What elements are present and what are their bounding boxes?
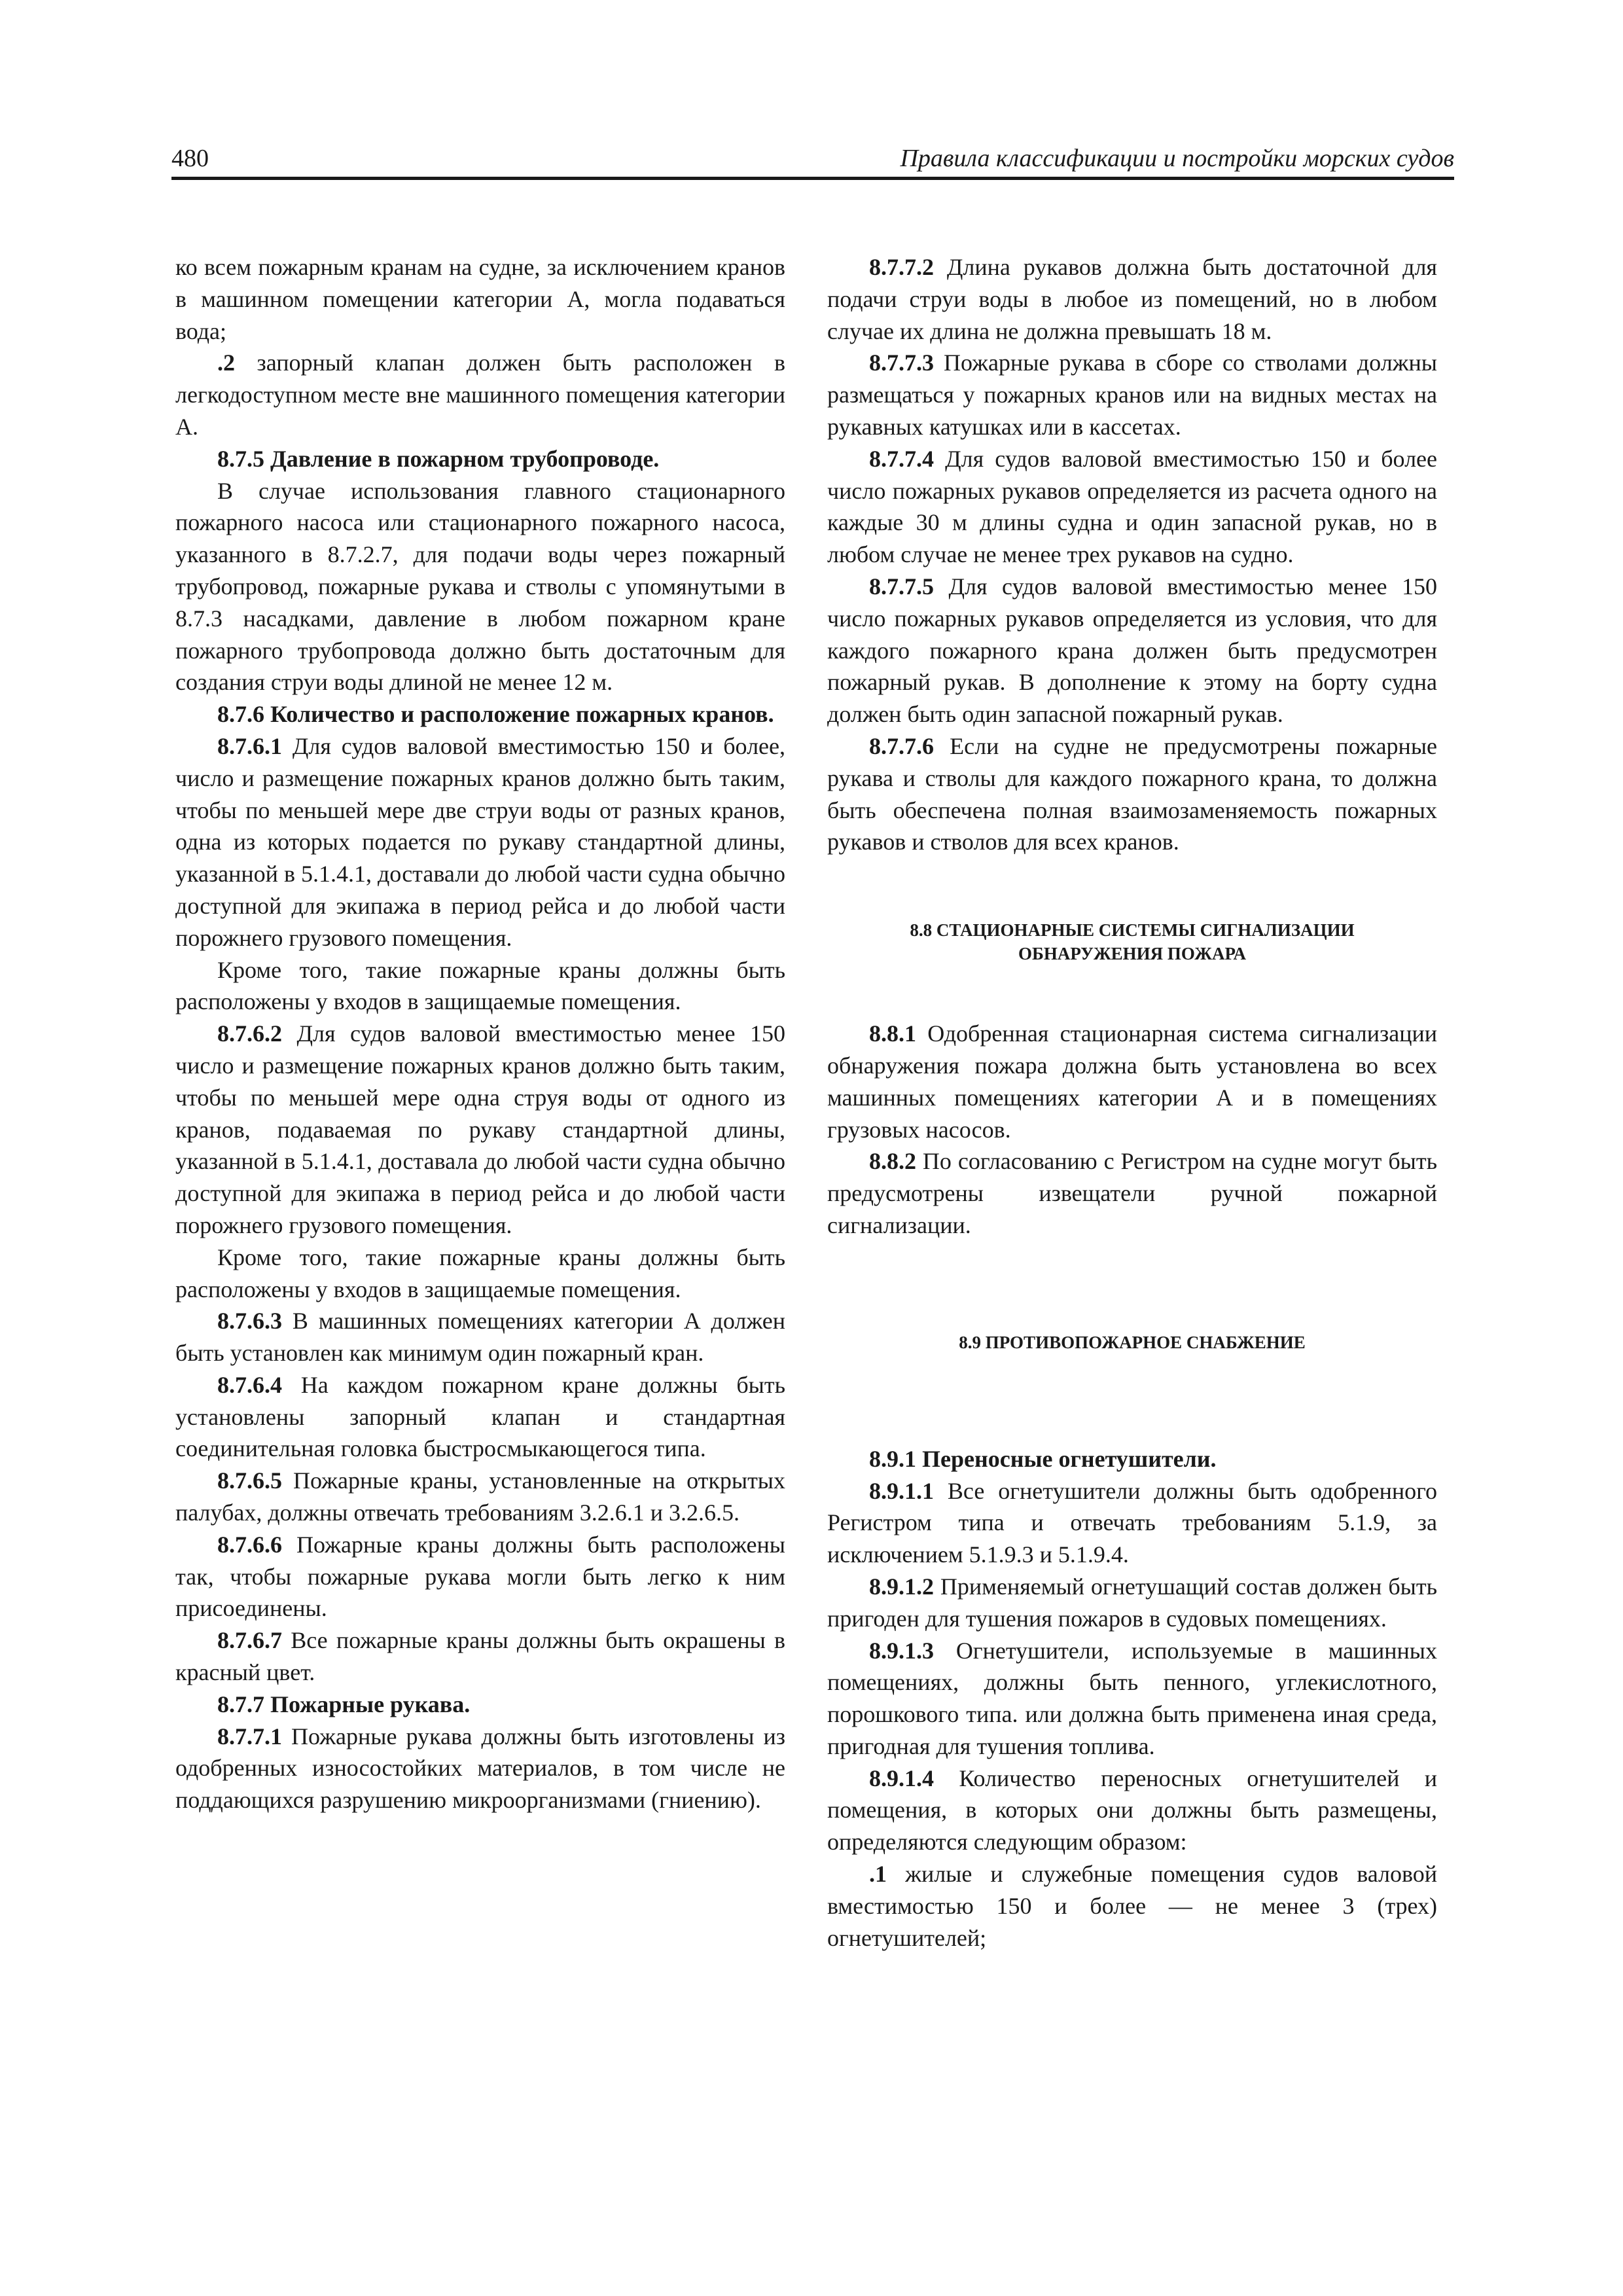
clause-8-7-6-7 (175, 1624, 785, 1689)
clause-8-8-1 (827, 1018, 1437, 1145)
list-item-1 (827, 1858, 1437, 1954)
clause-text: Все огнетушители должны быть одобренного Регистром типа и отвечать требованиям 5.1.9, за исключением 5.1.9.3 и 5.1.9.4. (827, 1477, 1437, 1568)
clause-number: 8.7.6.2 (217, 1020, 282, 1047)
clause-8-9-1-3 (827, 1635, 1437, 1763)
clause-8-7-6-3 (175, 1305, 785, 1369)
section-heading-8-7-5: 8.7.5 Давление в пожарном трубопроводе. (217, 445, 660, 472)
clause-8-8-2 (827, 1145, 1437, 1241)
clause-text: В машинных помещениях категории А должен быть установлен как минимум один пожарный кран. (175, 1308, 785, 1367)
clause-text: Одобренная стационарная система сигнализации обнаружения пожара должна быть установлена во всех машинных помещениях категории А и в помещениях грузовых насосов. (827, 1020, 1437, 1143)
clause-number: 8.9.1.3 (869, 1637, 934, 1664)
clause-text: Пожарные краны должны быть расположены так, чтобы пожарные рукава могли быть легко к ним присоединены. (175, 1531, 785, 1622)
clause-8-9-1-1 (827, 1475, 1437, 1571)
clause-number: 8.7.6.4 (217, 1371, 282, 1398)
clause-number: 8.7.6.7 (217, 1627, 282, 1654)
clause-8-7-7-1 (175, 1721, 785, 1816)
clause-number: 8.7.7.5 (869, 573, 934, 600)
clause-text: Пожарные краны, установленные на открытых палубах, должны отвечать требованиям 3.2.6.1 и 3.2.6.5. (175, 1467, 785, 1526)
clause-number: 8.7.6.1 (217, 732, 282, 759)
clause-8-7-6-4 (175, 1369, 785, 1465)
left-column (175, 251, 785, 1816)
clause-8-9-1-4 (827, 1763, 1437, 1858)
paragraph: Кроме того, такие пожарные краны должны быть расположены у входов в защищаемые помещения. (175, 1244, 785, 1302)
section-heading-8-7-7: 8.7.7 Пожарные рукава. (217, 1691, 471, 1717)
clause-8-7-7-6 (827, 730, 1437, 858)
clause-text: На каждом пожарном кране должны быть установлены запорный клапан и стандартная соединительная головка быстросмыкающегося типа. (175, 1371, 785, 1462)
clause-number: 8.8.2 (869, 1148, 916, 1175)
running-title: Правила классификации и постройки морских судов (900, 145, 1454, 172)
page-header (171, 137, 1454, 180)
clause-number: 8.7.6.3 (217, 1308, 282, 1335)
paragraph-text: запорный клапан должен быть расположен в легкодоступном месте вне машинного помещения категории А. (175, 350, 785, 440)
clause-number: 8.9.1.2 (869, 1573, 934, 1600)
item-number: .2 (217, 350, 235, 376)
clause-number: 8.7.7.4 (869, 445, 934, 472)
clause-number: 8.7.7.6 (869, 732, 934, 759)
clause-text: Для судов валовой вместимостью менее 150 число и размещение пожарных кранов должно быть таким, чтобы по меньшей мере одна струя воды от одного из кранов, подаваемая по рукаву стандартной длины, указанной в 5.1.4.1, доставала до любой части судна обычно доступной для экипажа в период рейса и до любой части порожнего грузового помещения. (175, 1020, 785, 1238)
page-number: 480 (171, 145, 209, 172)
clause-text: Огнетушители, используемые в машинных помещениях, должны быть пенного, углекислотного, порошкового типа. или должна быть применена иная среда, пригодная для тушения топлива. (827, 1637, 1437, 1759)
clause-number: 8.7.7.3 (869, 350, 934, 376)
section-title-8-9: 8.9 ПРОТИВОПОЖАРНОЕ СНАБЖЕНИЕ (959, 1332, 1306, 1352)
clause-8-7-6-2 (175, 1018, 785, 1242)
clause-text: Длина рукавов должна быть достаточной для подачи струи воды в любое из помещений, но в любом случае их длина не должна превышать 18 м. (827, 254, 1437, 344)
clause-number: 8.8.1 (869, 1020, 916, 1047)
clause-text: Для судов валовой вместимостью 150 и более число пожарных рукавов определяется из расчета одного на каждые 30 м длины судна и один запасной рукав, но в любом случае не менее трех рукавов на судно. (827, 445, 1437, 568)
clause-text: Если на судне не предусмотрены пожарные рукава и стволы для каждого пожарного крана, то должна быть обеспечена полная взаимозаменяемость пожарных рукавов и стволов для всех кранов. (827, 732, 1437, 855)
clause-8-7-7-4 (827, 443, 1437, 571)
clause-8-7-7-5 (827, 571, 1437, 730)
section-title-8-8: 8.8 СТАЦИОНАРНЫЕ СИСТЕМЫ СИГНАЛИЗАЦИИ ОБНАРУЖЕНИЯ ПОЖАРА (910, 920, 1355, 964)
section-heading-8-7-6: 8.7.6 Количество и расположение пожарных кранов. (217, 701, 774, 728)
item-number: .1 (869, 1861, 887, 1888)
clause-number: 8.7.7.1 (217, 1723, 282, 1749)
clause-text: Применяемый огнетушащий состав должен быть пригоден для тушения пожаров в судовых помещениях. (827, 1573, 1437, 1632)
clause-8-9-1-2 (827, 1571, 1437, 1635)
clause-text: Количество переносных огнетушителей и помещения, в которых они должны быть размещены, определяются следующим образом: (827, 1765, 1437, 1856)
paragraph: В случае использования главного стационарного пожарного насоса или стационарного пожарного насоса, указанного в 8.7.2.7, для подачи воды через пожарный трубопровод, пожарные рукава и стволы с упомянутыми в 8.7.3 насадками, давление в любом пожарном кране пожарного трубопровода должно быть достаточным для создания струи воды длиной не менее 12 м. (175, 477, 785, 696)
paragraph: Кроме того, такие пожарные краны должны быть расположены у входов в защищаемые помещения. (175, 956, 785, 1015)
clause-number: 8.7.6.6 (217, 1531, 282, 1558)
paragraph: ко всем пожарным кранам на судне, за исключением кранов в машинном помещении категории А, могла подаваться вода; (175, 254, 785, 344)
clause-8-7-7-2 (827, 251, 1437, 347)
clause-8-7-7-3 (827, 347, 1437, 442)
clause-number: 8.7.6.5 (217, 1467, 282, 1494)
right-column (827, 251, 1437, 1954)
item-text: жилые и служебные помещения судов валовой вместимостью 150 и более — не менее 3 (трех) огнетушителей; (827, 1861, 1437, 1951)
clause-text: По согласованию с Регистром на судне могут быть предусмотрены извещатели ручной пожарной сигнализации. (827, 1148, 1437, 1238)
section-heading-8-9-1: 8.9.1 Переносные огнетушители. (869, 1445, 1217, 1472)
clause-number: 8.9.1.4 (869, 1765, 934, 1791)
clause-text: Для судов валовой вместимостью менее 150 число пожарных рукавов определяется из условия, что для каждого пожарного крана должен быть предусмотрен пожарный рукав. В дополнение к этому на борту судна должен быть один запасной пожарный рукав. (827, 573, 1437, 728)
clause-text: Все пожарные краны должны быть окрашены в красный цвет. (175, 1627, 785, 1686)
clause-8-7-6-1 (175, 730, 785, 954)
clause-text: Пожарные рукава должны быть изготовлены из одобренных износостойких материалов, в том числе не поддающихся разрушению микроорганизмами (гниению). (175, 1723, 785, 1814)
paragraph (175, 347, 785, 442)
clause-number: 8.7.7.2 (869, 254, 934, 280)
clause-8-7-6-6 (175, 1529, 785, 1624)
clause-text: Для судов валовой вместимостью 150 и более, число и размещение пожарных кранов должно быть таким, чтобы по меньшей мере две струи воды от разных кранов, одна из которых подается по рукаву стандартной длины, указанной в 5.1.4.1, доставали до любой части судна обычно доступной для экипажа в период рейса и до любой части порожнего грузового помещения. (175, 732, 785, 951)
clause-8-7-6-5 (175, 1465, 785, 1529)
clause-number: 8.9.1.1 (869, 1477, 934, 1504)
clause-text: Пожарные рукава в сборе со стволами должны размещаться у пожарных кранов или на видных местах на рукавных катушках или в кассетах. (827, 350, 1437, 440)
